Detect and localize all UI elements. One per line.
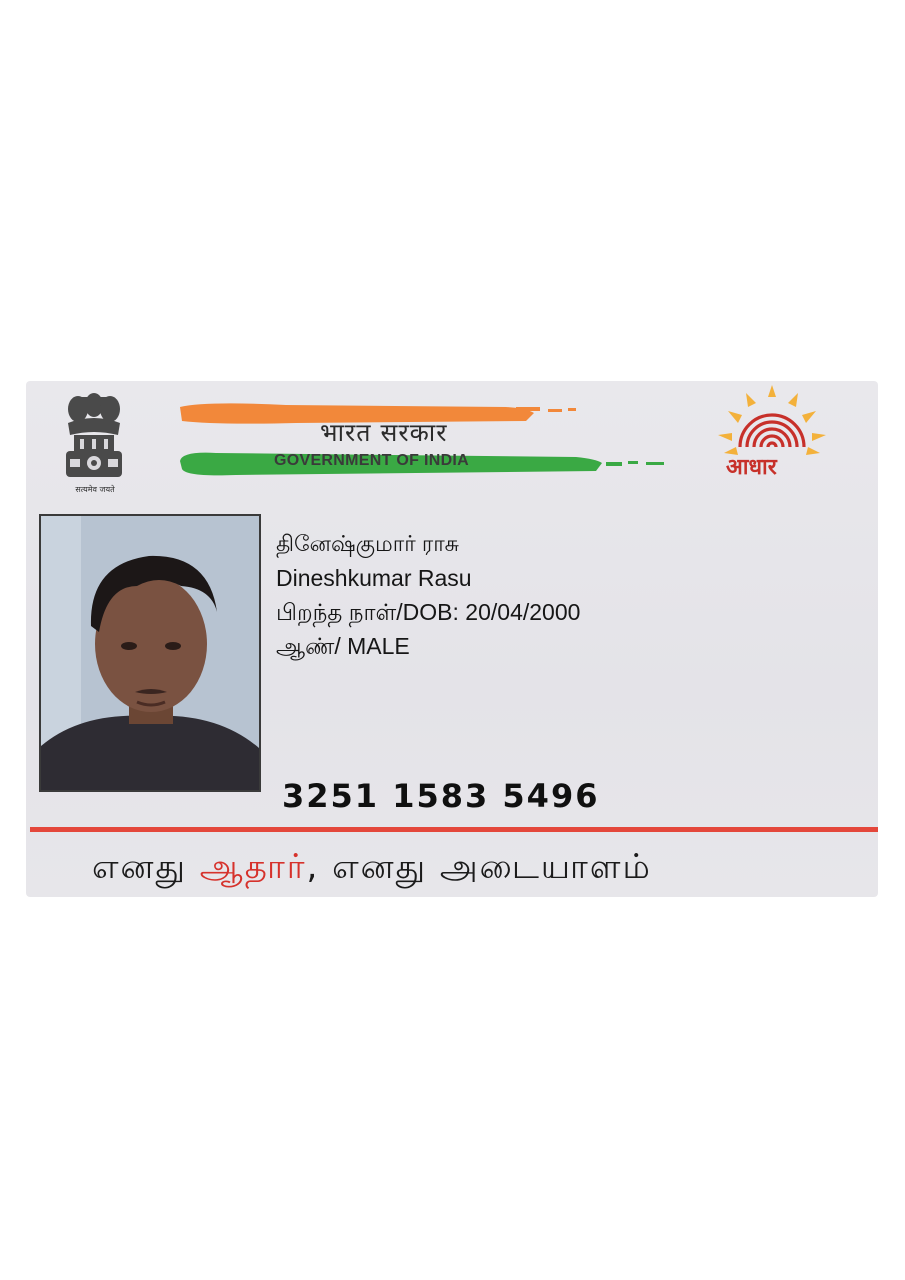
holder-photo	[39, 514, 261, 792]
aadhaar-number: 3251 1583 5496	[282, 777, 600, 815]
gender: ஆண்/ MALE	[276, 633, 410, 659]
name-english: Dineshkumar Rasu	[276, 565, 472, 591]
holder-details	[276, 527, 580, 663]
tagline-part-1: எனது	[92, 847, 200, 887]
name-tamil: தினேஷ்குமார் ராசு	[276, 531, 460, 556]
tagline	[92, 847, 652, 891]
tagline-part-2: , எனது அடையாளம்	[306, 847, 652, 887]
tagline-highlight: ஆதார்	[199, 847, 307, 887]
emblem-caption: सत्यमेव जयते	[75, 485, 115, 494]
aadhaar-card	[26, 381, 878, 897]
date-of-birth: பிறந்த நாள்/DOB: 20/04/2000	[276, 599, 581, 625]
divider-line	[30, 827, 878, 832]
hindi-title: भारत सरकार	[320, 418, 448, 447]
government-title: GOVERNMENT OF INDIA	[274, 452, 470, 469]
aadhaar-logo-text: आधार	[726, 454, 777, 480]
